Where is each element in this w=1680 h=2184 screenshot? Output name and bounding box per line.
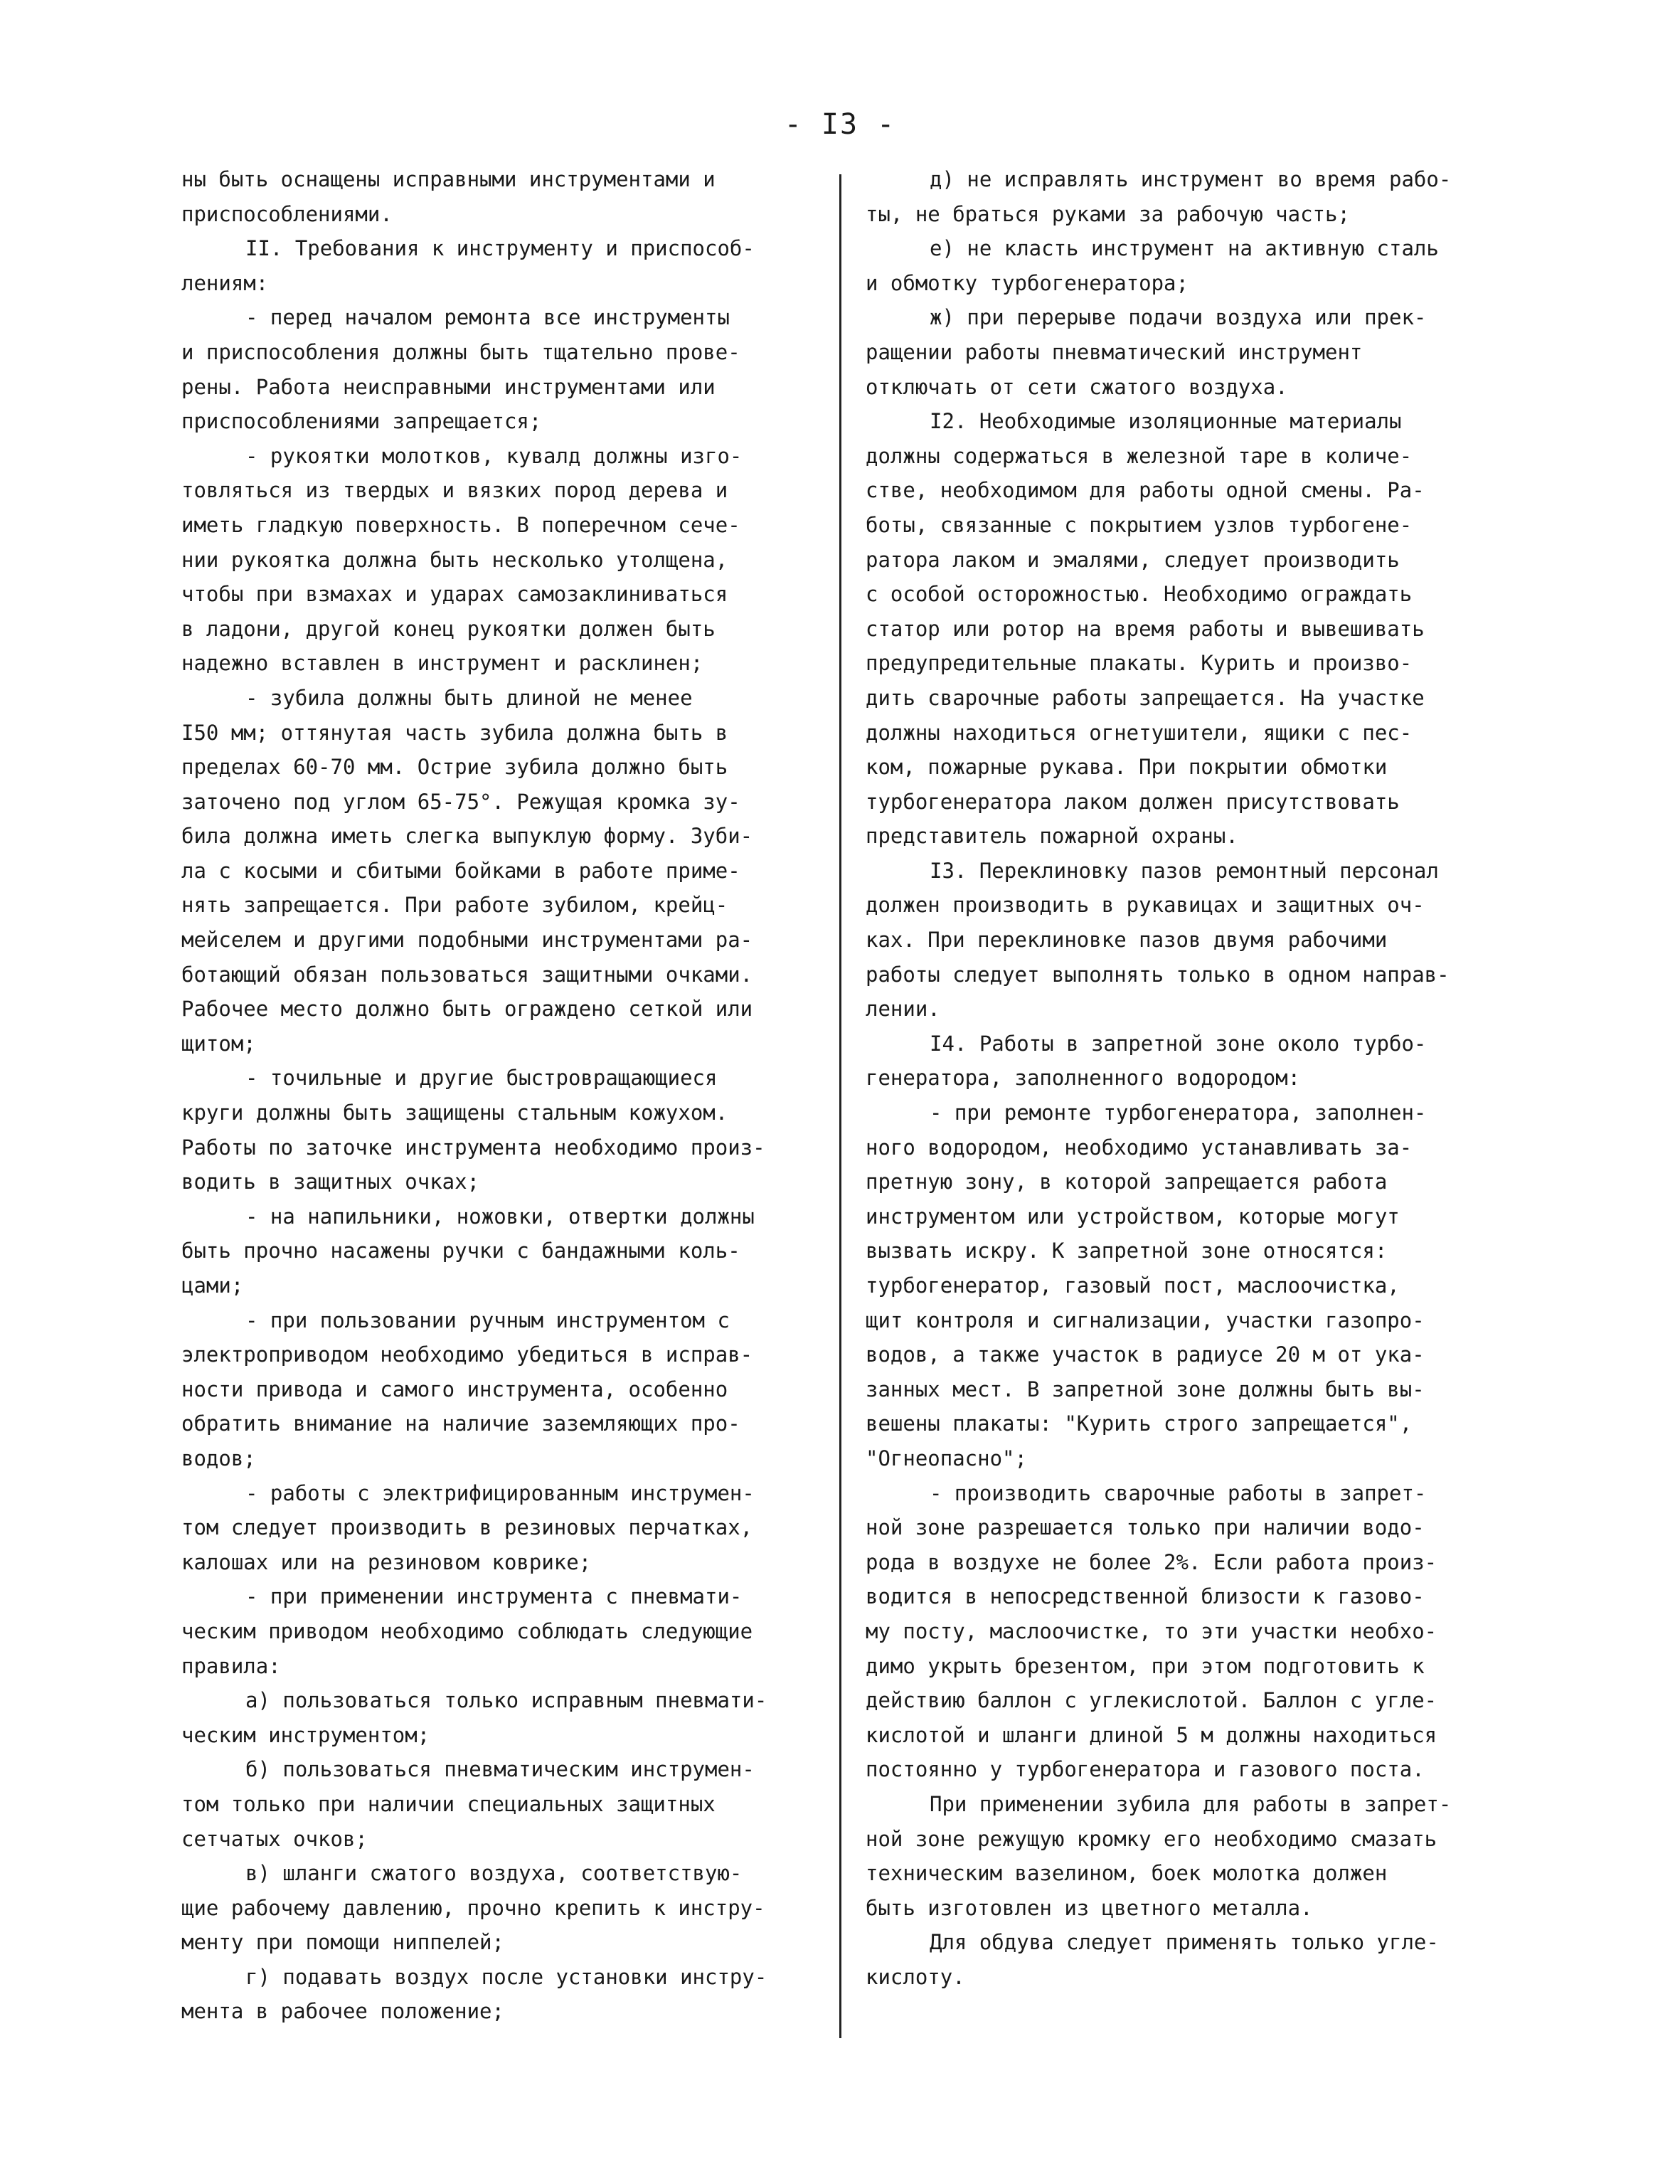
right-column-line: и обмотку турбогенератора; [866, 270, 1189, 295]
left-column-line: товляться из твердых и вязких пород дерева и [181, 478, 728, 503]
right-column-line: вызвать искру. К запретной зоне относятся: [866, 1239, 1388, 1263]
left-column-line: - зубила должны быть длиной не менее [245, 685, 693, 710]
left-column-line: приспособлениями. [181, 201, 393, 226]
right-column-line: работы следует выполнять только в одном направ- [866, 962, 1450, 987]
right-column-line: рода в воздухе не более 2%. Если работа произ- [866, 1549, 1437, 1574]
right-column-line: ного водородом, необходимо устанавливать за- [866, 1135, 1413, 1160]
left-column-line: - точильные и другие быстровращающиеся [245, 1066, 718, 1091]
page-number: - I3 - [784, 108, 896, 141]
left-column-line: била должна иметь слегка выпуклую форму. Зуби- [181, 824, 753, 849]
right-column-line: техническим вазелином, боек молотка должен [866, 1861, 1388, 1886]
right-column-line: претную зону, в которой запрещается работа [866, 1170, 1388, 1194]
left-column-line: - перед началом ремонта все инструменты [245, 305, 730, 330]
left-column-line: мейселем и другими подобными инструментами ра- [181, 928, 753, 953]
right-column-line: д) не исправлять инструмент во время рабо- [930, 167, 1452, 191]
right-column-line: с особой осторожностью. Необходимо ограждать [866, 582, 1413, 607]
right-column-line: ной зоне режущую кромку его необходимо смазать [866, 1826, 1437, 1851]
left-column-line: заточено под углом 65-75°. Режущая кромка зу- [181, 789, 740, 814]
right-column-line: постоянно у турбогенератора и газового поста. [866, 1757, 1425, 1782]
left-column-line: ла с косыми и сбитыми бойками в работе приме- [181, 858, 740, 883]
left-column-line: ческим инструментом; [181, 1722, 430, 1747]
left-column-line: а) пользоваться только исправным пневмати- [245, 1688, 767, 1713]
left-column-line: чтобы при взмахах и ударах самозаклиниваться [181, 582, 728, 607]
left-column-line: - при применении инструмента с пневмати- [245, 1584, 743, 1609]
right-column-line: I2. Необходимые изоляционные материалы [930, 409, 1402, 434]
left-column-line: в ладони, другой конец рукоятки должен быть [181, 616, 716, 641]
right-column-line: I4. Работы в запретной зоне около турбо- [930, 1031, 1427, 1056]
left-column-line: рены. Работа неисправными инструментами или [181, 374, 716, 399]
right-column-line: кислоту. [866, 1964, 965, 1989]
left-column-line: том только при наличии специальных защитных [181, 1791, 716, 1816]
right-column-line: вешены плакаты: "Курить строго запрещается", [866, 1411, 1413, 1436]
right-column-line: му посту, маслоочистке, то эти участки необхо- [866, 1618, 1437, 1643]
left-column-line: правила: [181, 1653, 281, 1678]
left-column-line: - при пользовании ручным инструментом с [245, 1308, 730, 1332]
left-column-line: электроприводом необходимо убедиться в исправ- [181, 1342, 753, 1367]
right-column-line: быть изготовлен из цветного металла. [866, 1895, 1313, 1920]
right-column-line: инструментом или устройством, которые могут [866, 1204, 1400, 1229]
left-column-line: и приспособления должны быть тщательно прове- [181, 339, 740, 364]
left-column-line: I50 мм; оттянутая часть зубила должна быть в [181, 720, 728, 745]
left-column-line: обратить внимание на наличие заземляющих про- [181, 1411, 740, 1436]
right-column-line: должны содержаться в железной таре в количе- [866, 443, 1413, 468]
right-column-line: I3. Переклиновку пазов ремонтный персонал [930, 858, 1439, 883]
left-column-line: калошах или на резиновом коврике; [181, 1549, 592, 1574]
right-column-line: е) не класть инструмент на активную сталь [930, 236, 1439, 261]
left-column-line: II. Требования к инструменту и приспособ- [245, 236, 755, 261]
right-column-line: действию баллон с углекислотой. Баллон с угле- [866, 1688, 1437, 1713]
right-column-line: - производить сварочные работы в запрет- [930, 1480, 1427, 1505]
left-column-line: иметь гладкую поверхность. В поперечном сече- [181, 512, 740, 537]
right-column-line: Для обдува следует применять только угле- [930, 1930, 1439, 1955]
column-divider [839, 174, 841, 2038]
right-column-line: ращении работы пневматический инструмент [866, 339, 1363, 364]
right-column-line: статор или ротор на время работы и вывешивать [866, 616, 1425, 641]
right-column-line: лении. [866, 997, 940, 1022]
right-column-line: ком, пожарные рукава. При покрытии обмотки [866, 755, 1388, 780]
left-column-line: ботающий обязан пользоваться защитными очками. [181, 962, 753, 987]
left-column-line: в) шланги сжатого воздуха, соответствую- [245, 1861, 743, 1886]
left-column-line: Работы по заточке инструмента необходимо произ- [181, 1135, 765, 1160]
right-column-line: предупредительные плакаты. Курить и произво- [866, 651, 1413, 676]
right-column-line: дить сварочные работы запрещается. На участке [866, 685, 1425, 710]
right-column-line: ж) при перерыве подачи воздуха или прек- [930, 305, 1427, 330]
left-column-line: ческим приводом необходимо соблюдать следующие [181, 1618, 753, 1643]
left-column-line: круги должны быть защищены стальным кожухом. [181, 1101, 728, 1125]
right-column-line: генератора, заполненного водородом: [866, 1066, 1301, 1091]
left-column-line: щие рабочему давлению, прочно крепить к инстру- [181, 1895, 765, 1920]
left-column [181, 162, 825, 2029]
left-column-line: Рабочее место должно быть ограждено сеткой или [181, 997, 753, 1022]
left-column-line: цами; [181, 1273, 244, 1298]
right-column-line: отключать от сети сжатого воздуха. [866, 374, 1288, 399]
right-column-line: водится в непосредственной близости к газово- [866, 1584, 1425, 1609]
right-column-line: должны находиться огнетушители, ящики с пес- [866, 720, 1413, 745]
left-column-line: - на напильники, ножовки, отвертки должны [245, 1204, 755, 1229]
left-column-line: менту при помощи ниппелей; [181, 1930, 504, 1955]
left-column-line: г) подавать воздух после установки инстру- [245, 1964, 767, 1989]
right-column-line: водов, а также участок в радиусе 20 м от ука- [866, 1342, 1425, 1367]
right-column-line: - при ремонте турбогенератора, заполнен- [930, 1101, 1427, 1125]
left-column-line: быть прочно насажены ручки с бандажными коль- [181, 1239, 740, 1263]
right-column-line: ной зоне разрешается только при наличии водо- [866, 1515, 1425, 1540]
right-column-line: турбогенератор, газовый пост, маслоочистка, [866, 1273, 1400, 1298]
right-column-line: турбогенератора лаком должен присутствовать [866, 789, 1400, 814]
left-column-line: б) пользоваться пневматическим инструмен- [245, 1757, 755, 1782]
left-column-line: том следует производить в резиновых перчатках, [181, 1515, 753, 1540]
left-column-line: приспособлениями запрещается; [181, 409, 542, 434]
right-column-line: должен производить в рукавицах и защитных оч- [866, 893, 1425, 918]
left-column-line: нять запрещается. При работе зубилом, крейц- [181, 893, 728, 918]
right-column-line: ратора лаком и эмалями, следует производить [866, 547, 1400, 572]
right-column-line: При применении зубила для работы в запрет- [930, 1791, 1452, 1816]
right-column-line: димо укрыть брезентом, при этом подготовить к [866, 1653, 1425, 1678]
left-column-line: сетчатых очков; [181, 1826, 368, 1851]
right-column-line: боты, связанные с покрытием узлов турбогене- [866, 512, 1413, 537]
right-column [866, 162, 1531, 1994]
right-column-line: "Огнеопасно"; [866, 1446, 1027, 1470]
left-column-line: ны быть оснащены исправными инструментами и [181, 167, 716, 191]
right-column-line: занных мест. В запретной зоне должны быть вы- [866, 1377, 1425, 1401]
left-column-line: щитом; [181, 1031, 256, 1056]
left-column-line: - рукоятки молотков, кувалд должны изго- [245, 443, 743, 468]
right-column-line: представитель пожарной охраны. [866, 824, 1238, 849]
left-column-line: водить в защитных очках; [181, 1170, 480, 1194]
right-column-line: ты, не браться руками за рабочую часть; [866, 201, 1350, 226]
left-column-line: - работы с электрифицированным инструмен- [245, 1480, 755, 1505]
left-column-line: лениям: [181, 270, 269, 295]
left-column-line: ности привода и самого инструмента, особенно [181, 1377, 728, 1401]
left-column-line: нии рукоятка должна быть несколько утолщена, [181, 547, 728, 572]
left-column-line: пределах 60-70 мм. Острие зубила должно быть [181, 755, 728, 780]
right-column-line: стве, необходимом для работы одной смены. Ра- [866, 478, 1425, 503]
right-column-line: щит контроля и сигнализации, участки газопро- [866, 1308, 1425, 1332]
left-column-line: водов; [181, 1446, 256, 1470]
left-column-line: надежно вставлен в инструмент и расклинен; [181, 651, 703, 676]
left-column-line: мента в рабочее положение; [181, 1999, 504, 2024]
right-column-line: ках. При переклиновке пазов двумя рабочими [866, 928, 1388, 953]
right-column-line: кислотой и шланги длиной 5 м должны находиться [866, 1722, 1437, 1747]
